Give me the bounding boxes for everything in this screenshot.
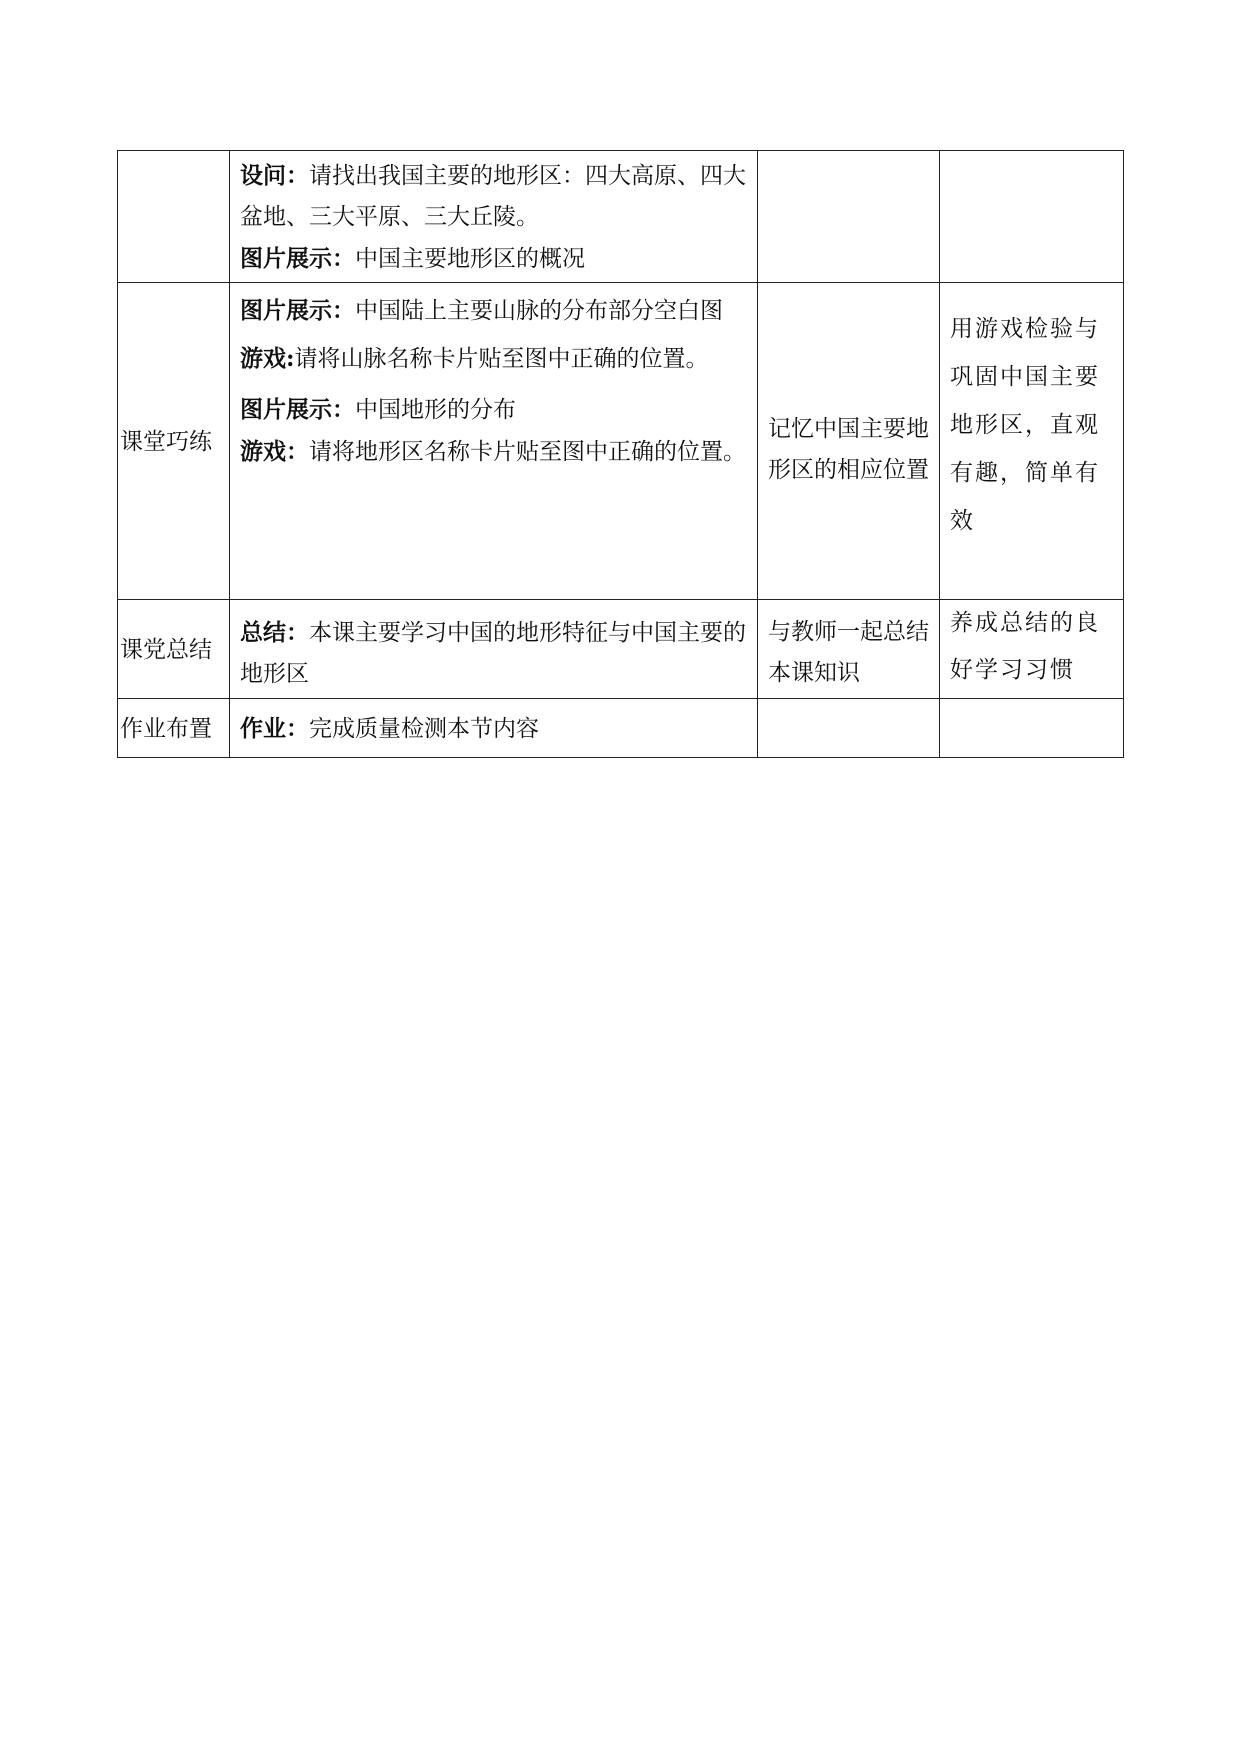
stage-cell: 作业布置 xyxy=(118,699,230,758)
student-activity-cell xyxy=(758,151,940,283)
content-label: 游戏: xyxy=(240,345,295,372)
content-text: 中国地形的分布 xyxy=(355,397,516,423)
content-text: 请将地形区名称卡片贴至图中正确的位置。 xyxy=(309,439,746,465)
student-activity-cell: 记忆中国主要地形区的相应位置 xyxy=(758,283,940,600)
student-activity-cell: 与教师一起总结本课知识 xyxy=(758,600,940,699)
table-row xyxy=(118,151,1124,283)
content-label: 作业： xyxy=(240,715,309,742)
lesson-plan-table xyxy=(117,150,1124,758)
content-label: 总结： xyxy=(240,619,309,646)
table-row xyxy=(118,283,1124,600)
content-cell xyxy=(230,600,758,699)
content-paragraph xyxy=(240,612,747,695)
content-cell xyxy=(230,283,758,600)
content-paragraph xyxy=(240,335,747,383)
stage-cell: 课堂巧练 xyxy=(118,283,230,600)
design-purpose-cell xyxy=(940,151,1124,283)
content-text: 中国主要地形区的概况 xyxy=(355,246,585,272)
content-paragraph xyxy=(240,155,747,238)
student-activity-cell xyxy=(758,699,940,758)
content-text: 中国陆上主要山脉的分布部分空白图 xyxy=(355,298,723,324)
content-text: 本课主要学习中国的地形特征与中国主要的地形区 xyxy=(240,620,746,687)
content-text: 请将山脉名称卡片贴至图中正确的位置。 xyxy=(294,346,709,372)
content-label: 设问： xyxy=(240,162,309,189)
content-text: 完成质量检测本节内容 xyxy=(309,716,539,742)
table-row xyxy=(118,600,1124,699)
content-paragraph xyxy=(240,238,747,280)
design-purpose-cell: 用游戏检验与巩固中国主要地形区，直观有趣，简单有效 xyxy=(940,283,1124,600)
content-cell xyxy=(230,699,758,758)
design-purpose-cell xyxy=(940,699,1124,758)
stage-cell: 课党总结 xyxy=(118,600,230,699)
content-text: 请找出我国主要的地形区：四大高原、四大盆地、三大平原、三大丘陵。 xyxy=(240,163,746,230)
content-label: 图片展示： xyxy=(240,245,355,272)
content-label: 图片展示： xyxy=(240,297,355,324)
content-paragraph xyxy=(240,389,747,431)
content-label: 图片展示： xyxy=(240,396,355,423)
content-label: 游戏： xyxy=(240,438,309,465)
content-cell xyxy=(230,151,758,283)
table-row xyxy=(118,699,1124,758)
content-paragraph xyxy=(240,431,747,473)
stage-cell xyxy=(118,151,230,283)
content-paragraph xyxy=(240,708,747,750)
content-paragraph xyxy=(240,287,747,335)
design-purpose-cell: 养成总结的良好学习习惯 xyxy=(940,600,1124,699)
